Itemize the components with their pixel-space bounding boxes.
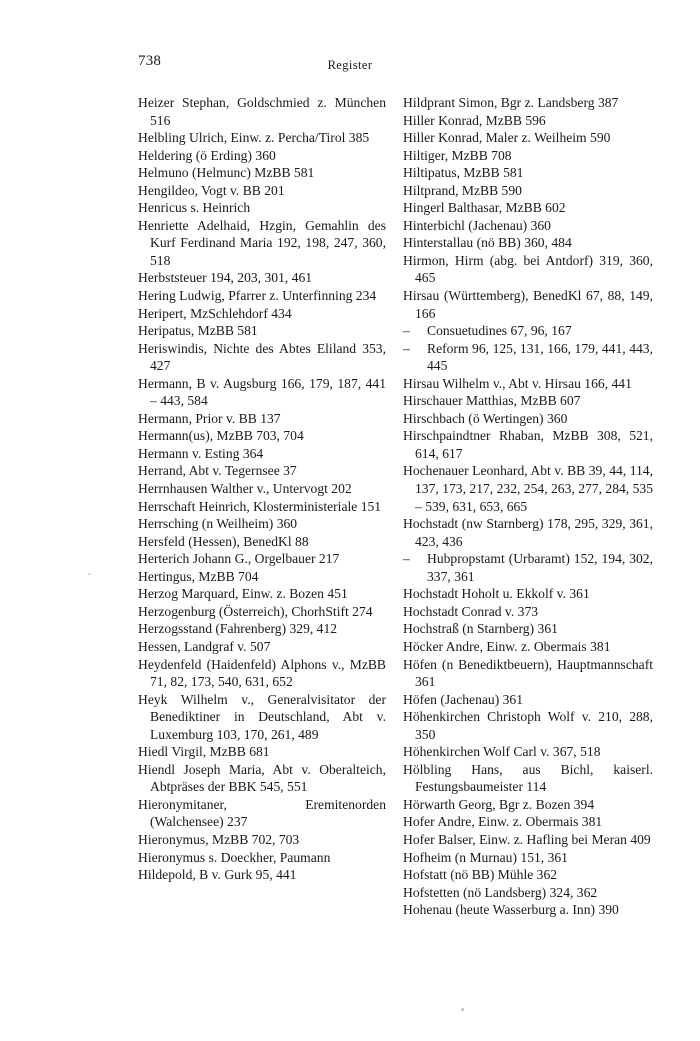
index-entry: Hieronymitaner, Eremitenorden (Walchensee) 237 [138,796,386,830]
index-entry: Hessen, Landgraf v. 507 [138,638,271,654]
entry-text: Hiller Konrad, MzBB 596 [403,112,546,128]
entry-text: Hirschbach (ö Wertingen) 360 [403,410,568,426]
index-entry [403,884,653,902]
index-entry: Henriette Adelhaid, Hzgin, Gemahlin des Kurf Ferdinand Maria 192, 198, 247, 360, 518 [138,217,386,268]
index-entry [403,849,653,867]
index-subentry [403,322,653,340]
entry-text: Hiltiger, MzBB 708 [403,147,512,163]
index-entry [403,199,653,217]
entry-text: Hiltprand, MzBB 590 [403,182,522,198]
index-entry: Heripert, MzSchlehdorf 434 [138,305,292,321]
index-entry [403,410,653,428]
index-entry [403,813,653,831]
entry-text: Höfen (n Benediktbeuern), Hauptmannschaft 361 [403,656,653,690]
entry-text: Hildprant Simon, Bgr z. Landsberg 387 [403,95,619,110]
entry-text: Hirsau Wilhelm v., Abt v. Hirsau 166, 441 [403,375,632,391]
index-entry [403,147,653,165]
entry-text: Hochenauer Leonhard, Abt v. BB 39, 44, 114, 137, 173, 217, 232, 254, 263, 277, 284, 535 – 539, 631, 653, 665 [403,463,653,514]
running-head: Register [327,58,373,72]
index-entry [403,234,653,252]
entry-text: Hölbling Hans, aus Bichl, kaiserl. Festungsbaumeister 114 [403,761,653,795]
index-entry [403,638,653,656]
index-entry: Hermann, B v. Augsburg 166, 179, 187, 441 – 443, 584 [138,375,386,409]
index-entry: Herterich Johann G., Orgelbauer 217 [138,551,340,567]
entry-text: Höhenkirchen Christoph Wolf v. 210, 288, 350 [403,709,653,742]
entry-text: Hochstadt (nw Starnberg) 178, 295, 329, 361, 423, 436 [403,516,653,549]
entry-text: Höhenkirchen Wolf Carl v. 367, 518 [403,744,601,760]
scan-speck [88,573,91,575]
index-entry: Hieronymus s. Doeckher, Paumann [138,849,331,865]
index-entry: Helmuno (Helmunc) MzBB 581 [138,165,315,181]
index-entry [403,691,653,709]
index-entry [403,656,653,691]
index-entry [403,94,653,112]
index-entry: Hersfeld (Hessen), BenedKl 88 [138,533,309,549]
scan-speck [461,1008,464,1011]
index-entry: Hering Ludwig, Pfarrer z. Unterfinning 234 [138,288,377,304]
entry-text: Hiller Konrad, Maler z. Weilheim 590 [403,130,611,146]
entry-text: Hiltipatus, MzBB 581 [403,165,524,181]
index-column-left [138,94,386,884]
index-entry: Hermann, Prior v. BB 137 [138,410,281,426]
index-entry [403,427,653,462]
index-entry [403,252,653,287]
index-entry: Henricus s. Heinrich [138,200,251,216]
index-entry: Herrschaft Heinrich, Klosterministeriale 151 [138,498,382,514]
entry-text: Hirsau (Württemberg), BenedKl 67, 88, 149, 166 [403,288,653,321]
index-entry [403,182,653,200]
entry-text: Hirschauer Matthias, MzBB 607 [403,393,581,409]
subentry-dash: – [403,323,410,339]
index-entry: Heydenfeld (Haidenfeld) Alphons v., MzBB 71, 82, 173, 540, 631, 652 [138,656,386,690]
index-entry: Heyk Wilhelm v., Generalvisitator der Benediktiner in Deutschland, Abt v. Luxemburg 103, 170, 261, 489 [138,691,386,742]
index-entry [403,620,653,638]
index-entry: Heriswindis, Nichte des Abtes Eliland 353, 427 [138,340,386,374]
page-number: 738 [138,53,162,69]
index-entry: Heripatus, MzBB 581 [138,323,258,339]
index-entry [403,831,653,849]
entry-text: Reform 96, 125, 131, 166, 179, 441, 443, 445 [427,340,653,374]
index-entry: Herzog Marquard, Einw. z. Bozen 451 [138,586,348,602]
subentry-dash: – [403,551,410,567]
index-entry: Herbststeuer 194, 203, 301, 461 [138,270,313,286]
subentry-dash: – [403,340,410,356]
entry-text: Hofer Andre, Einw. z. Obermais 381 [403,814,603,830]
index-subentry [403,340,653,375]
index-entry [403,112,653,130]
index-entry: Herzogsstand (Fahrenberg) 329, 412 [138,621,338,637]
entry-text: Hinterbichl (Jachenau) 360 [403,217,551,233]
entry-text: Hörwarth Georg, Bgr z. Bozen 394 [403,796,595,812]
index-entry [403,129,653,147]
index-entry [403,901,653,919]
index-entry: Helbling Ulrich, Einw. z. Percha/Tirol 385 [138,130,370,146]
index-entry: Hermann v. Esting 364 [138,445,264,461]
entry-text: Hohenau (heute Wasserburg a. Inn) 390 [403,902,619,918]
index-entry [403,287,653,322]
index-entry: Hiendl Joseph Maria, Abt v. Oberalteich, Abtpräses der BBK 545, 551 [138,761,386,795]
entry-text: Hochstadt Conrad v. 373 [403,603,539,619]
entry-text: Hofstatt (nö BB) Mühle 362 [403,867,558,883]
index-column-right [403,94,653,919]
index-entry [403,796,653,814]
index-entry [403,462,653,515]
index-entry [403,866,653,884]
entry-text: Hingerl Balthasar, MzBB 602 [403,200,566,216]
index-entry [403,761,653,796]
entry-text: Hinterstallau (nö BB) 360, 484 [403,235,572,251]
index-entry [403,515,653,550]
entry-text: Hofstetten (nö Landsberg) 324, 362 [403,884,598,900]
index-entry: Hermann(us), MzBB 703, 704 [138,428,304,444]
index-entry: Hengildeo, Vogt v. BB 201 [138,182,285,198]
entry-text: Hubpropstamt (Urbaramt) 152, 194, 302, 337, 361 [427,551,653,584]
index-entry: Herrand, Abt v. Tegernsee 37 [138,463,297,479]
index-entry: Hiedl Virgil, MzBB 681 [138,744,270,760]
entry-text: Hofheim (n Murnau) 151, 361 [403,849,568,865]
index-entry [403,585,653,603]
entry-text: Hirschpaindtner Rhaban, MzBB 308, 521, 614, 617 [403,428,653,461]
index-entry [403,708,653,743]
index-entry: Hildepold, B v. Gurk 95, 441 [138,867,297,883]
entry-text: Höfen (Jachenau) 361 [403,691,524,707]
index-entry [403,603,653,621]
index-entry: Herrnhausen Walther v., Untervogt 202 [138,481,352,497]
index-entry: Herzogenburg (Österreich), ChorhStift 274 [138,603,373,619]
entry-text: Consuetudines 67, 96, 167 [427,323,572,339]
entry-text: Hochstadt Hoholt u. Ekkolf v. 361 [403,586,590,602]
index-entry: Heizer Stephan, Goldschmied z. München 516 [138,95,386,128]
index-entry [403,392,653,410]
entry-text: Höcker Andre, Einw. z. Obermais 381 [403,638,611,654]
index-entry [403,743,653,761]
index-entry [403,217,653,235]
index-subentry [403,550,653,585]
index-entry: Hertingus, MzBB 704 [138,568,259,584]
index-entry: Hieronymus, MzBB 702, 703 [138,831,300,847]
entry-text: Hofer Balser, Einw. z. Hafling bei Meran 409 [403,831,651,847]
entry-text: Hirmon, Hirm (abg. bei Antdorf) 319, 360, 465 [403,252,653,286]
index-entry: Heldering (ö Erding) 360 [138,147,276,163]
index-entry: Herrsching (n Weilheim) 360 [138,516,298,532]
index-entry [403,164,653,182]
entry-text: Hochstraß (n Starnberg) 361 [403,621,558,637]
index-entry [403,375,653,393]
